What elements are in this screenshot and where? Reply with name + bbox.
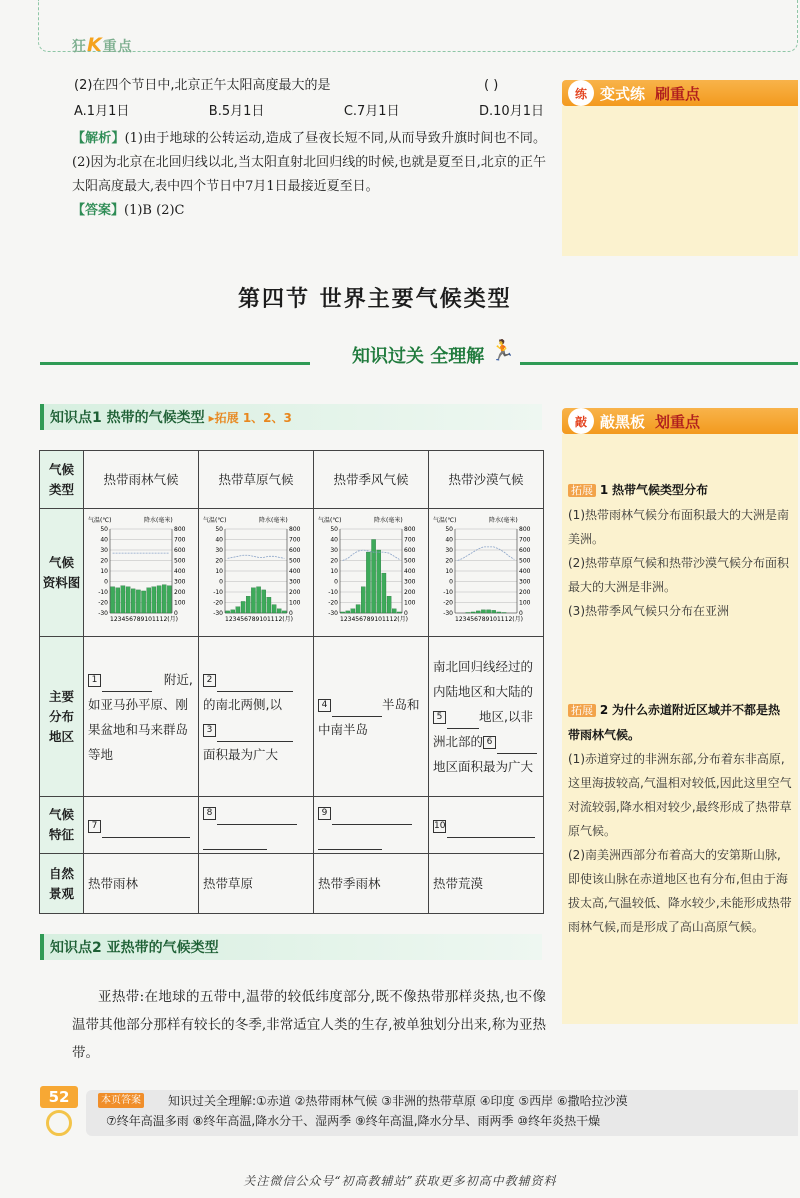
axis-label-left: 气温(℃) xyxy=(318,516,342,524)
tick-label-left: -20 xyxy=(328,599,338,606)
precip-bar xyxy=(241,601,245,613)
tick-label-right: 700 xyxy=(289,536,301,543)
page-decoration-icon xyxy=(46,1110,72,1136)
axis-label-left: 气温(℃) xyxy=(433,516,457,524)
tick-label-left: 50 xyxy=(215,525,223,533)
runner-icon: 🏃 xyxy=(490,338,515,362)
climate-chart-cell xyxy=(314,509,429,637)
precip-bar xyxy=(272,604,276,612)
precip-bar xyxy=(157,585,161,612)
landscape-rainforest: 热带雨林 xyxy=(84,854,199,914)
dist-savanna: 2 的南北两侧,以 3 面积最为广大 xyxy=(199,637,314,797)
tick-label-right: 700 xyxy=(174,536,186,543)
row-head-landscape: 自然 景观 xyxy=(40,854,84,914)
tick-label-right: 100 xyxy=(519,599,531,606)
feature-savanna: 8 xyxy=(199,797,314,854)
precip-bar xyxy=(236,606,240,612)
answer-line-1: 知识过关全理解:①赤道 ②热带雨林气候 ③非洲的热带草原 ④印度 ⑤西岸 ⑥撒哈拉沙漠 xyxy=(168,1094,628,1108)
tick-label-left: -20 xyxy=(98,599,108,606)
tick-label-left: 30 xyxy=(215,546,223,554)
precip-bar xyxy=(131,588,135,612)
question-stem: (2)在四个节日中,北京正午太阳高度最大的是 xyxy=(74,78,331,93)
tick-label-left: -10 xyxy=(213,588,223,596)
precip-bar xyxy=(377,550,381,613)
tick-label-right: 0 xyxy=(519,609,523,617)
extension-tag: 拓展 xyxy=(568,704,596,717)
tick-label-right: 500 xyxy=(404,557,416,564)
tick-label-left: 50 xyxy=(330,525,338,533)
knowledge-point-1: 知识点1 热带的气候类型 ▸拓展 1、2、3 xyxy=(40,404,542,430)
tick-label-left: 30 xyxy=(100,546,108,554)
answer-tag: 本页答案 xyxy=(98,1093,144,1108)
tick-label-left: -30 xyxy=(213,609,223,617)
tick-label-right: 100 xyxy=(174,599,186,606)
subtropics-paragraph: 亚热带:在地球的五带中,温带的较低纬度部分,既不像热带那样炎热,也不像温带其他部分那样有较长的冬季,非常适宜人类的生存,被单独划分出来,称为亚热带。 xyxy=(72,989,546,1061)
extension-2: 拓展 2 为什么赤道附近区域并不都是热带雨林气候。 (1)赤道穿过的非洲东部,分布着东非高原,这里海拔较高,气温相对较低,因此这里空气对流较弱,降水相对较少,最终形成了热带草原气候。 (2)南美洲西部分布着高大的安第斯山脉,即使该山脉在赤道地区也有分布,但由于海拔太高,气温较低、降水较少,未能形成热带雨林气候,而是形成了高山高原气候。 xyxy=(568,703,792,934)
precip-bar xyxy=(361,586,365,612)
tick-label-right: 600 xyxy=(404,546,416,554)
precip-bar xyxy=(382,573,386,613)
brand-logo: 狂K重点 xyxy=(72,34,133,56)
tick-label-right: 500 xyxy=(289,557,301,564)
temp-line xyxy=(343,550,400,561)
page-top-border xyxy=(38,0,798,52)
feature-rainforest: 7 xyxy=(84,797,199,854)
question-options xyxy=(74,100,544,119)
precip-bar xyxy=(351,608,355,612)
precip-bar xyxy=(366,552,370,613)
answer-bracket: ( ) xyxy=(484,78,499,93)
tick-label-right: 0 xyxy=(404,609,408,617)
option-d: D.10月1日 xyxy=(479,104,544,119)
tick-label-left: 10 xyxy=(215,567,223,575)
tick-label-right: 200 xyxy=(519,588,531,596)
knowledge-point-2: 知识点2 亚热带的气候类型 xyxy=(40,934,542,960)
type-savanna: 热带草原气候 xyxy=(199,451,314,509)
tick-label-right: 800 xyxy=(289,525,301,533)
precip-bar xyxy=(397,611,401,612)
tick-label-right: 800 xyxy=(519,525,531,533)
knowledge-band xyxy=(40,338,798,368)
tick-label-right: 600 xyxy=(289,546,301,554)
tick-label-left: -10 xyxy=(328,588,338,596)
climate-chart-desert xyxy=(433,513,539,633)
precip-bar xyxy=(147,587,151,612)
precip-bar xyxy=(476,610,480,612)
precip-bar xyxy=(226,610,230,612)
precip-bar xyxy=(267,597,271,613)
tick-label-left: -10 xyxy=(98,588,108,596)
precip-bar xyxy=(116,587,120,612)
option-b: B.5月1日 xyxy=(208,104,265,119)
precip-bar xyxy=(466,612,470,613)
tick-label-right: 800 xyxy=(404,525,416,533)
precip-bar xyxy=(471,611,475,612)
axis-label-right: 降水(毫米) xyxy=(259,516,288,524)
tick-label-right: 200 xyxy=(289,588,301,596)
precip-bar xyxy=(257,586,261,612)
axis-label-right: 降水(毫米) xyxy=(489,516,518,524)
row-head-type: 气候 类型 xyxy=(40,451,84,509)
extension-1: 拓展 1 热带气候类型分布 (1)热带雨林气候分布面积最大的大洲是南美洲。 (2)热带草原气候和热带沙漠气候分布面积最大的大洲是非洲。 (3)热带季风气候只分布在亚洲 xyxy=(568,483,789,618)
page-number: 52 xyxy=(40,1086,78,1108)
precip-bar xyxy=(121,585,125,612)
climate-chart-rainforest xyxy=(88,513,194,633)
tick-label-right: 0 xyxy=(174,609,178,617)
blackboard-icon: 敲 xyxy=(568,408,594,434)
precip-bar xyxy=(162,584,166,612)
sidebar-practice-header: 练 变式练 刷重点 xyxy=(562,80,798,106)
row-head-feature: 气候 特征 xyxy=(40,797,84,854)
month-axis-label: 123456789101112(月) xyxy=(340,615,408,623)
precip-bar xyxy=(136,589,140,612)
precip-bar xyxy=(277,608,281,612)
option-c: C.7月1日 xyxy=(343,104,400,119)
precip-bar xyxy=(497,611,501,612)
precip-bar xyxy=(152,586,156,612)
precip-bar xyxy=(246,596,250,613)
precip-bar xyxy=(282,610,286,612)
tick-label-left: -10 xyxy=(443,588,453,596)
tick-label-left: 30 xyxy=(445,546,453,554)
tick-label-left: -30 xyxy=(443,609,453,617)
tick-label-left: -20 xyxy=(213,599,223,606)
tick-label-left: 20 xyxy=(100,557,108,564)
tick-label-left: 20 xyxy=(445,557,453,564)
precip-bar xyxy=(492,610,496,613)
tick-label-right: 200 xyxy=(174,588,186,596)
tick-label-right: 800 xyxy=(174,525,186,533)
tick-label-left: 10 xyxy=(330,567,338,575)
tick-label-right: 600 xyxy=(174,546,186,554)
tick-label-left: 40 xyxy=(330,536,338,543)
practice-icon: 练 xyxy=(568,80,594,106)
tick-label-right: 0 xyxy=(289,609,293,617)
tick-label-right: 100 xyxy=(404,599,416,606)
tick-label-left: 0 xyxy=(449,578,453,585)
feature-monsoon: 9 xyxy=(314,797,429,854)
tick-label-left: -30 xyxy=(98,609,108,617)
tick-label-right: 300 xyxy=(404,578,416,585)
section-title: 第四节 世界主要气候类型 xyxy=(238,286,512,312)
tick-label-right: 100 xyxy=(289,599,301,606)
climate-chart-monsoon xyxy=(318,513,424,633)
dist-desert: 南北回归线经过的内陆地区和大陆的5 地区,以非洲北部的 6地区面积最为广大 xyxy=(429,637,544,797)
tick-label-left: 10 xyxy=(100,567,108,575)
tick-label-left: 40 xyxy=(215,536,223,543)
tick-label-left: 20 xyxy=(215,557,223,564)
tick-label-right: 400 xyxy=(404,567,416,575)
tick-label-right: 700 xyxy=(404,536,416,543)
dist-rainforest: 1 附近,如亚马孙平原、刚果盆地和马来群岛等地 xyxy=(84,637,199,797)
axis-label-right: 降水(毫米) xyxy=(374,516,403,524)
band-label: 知识过关 全理解 xyxy=(352,346,485,367)
precip-bar xyxy=(262,589,266,612)
climate-chart-cell xyxy=(84,509,199,637)
climate-chart-cell xyxy=(199,509,314,637)
row-head-chart: 气候 资料图 xyxy=(40,509,84,637)
axis-label-left: 气温(℃) xyxy=(88,516,112,524)
precip-bar xyxy=(346,610,350,612)
tick-label-right: 300 xyxy=(174,578,186,585)
tick-label-left: 40 xyxy=(445,536,453,543)
climate-table xyxy=(39,450,544,914)
axis-label-left: 气温(℃) xyxy=(203,516,227,524)
precip-bar xyxy=(487,609,491,612)
analysis-paragraph: 【解析】(1)由于地球的公转运动,造成了昼夜长短不同,从而导致升旗时间也不同。(2)因为北京在北回归线以北,当太阳直射北回归线的时候,也就是夏至日,北京的正午太阳高度最大,表中四个节日中7月1日最接近夏至日。 【答案】(1)B (2)C xyxy=(72,131,546,218)
month-axis-label: 123456789101112(月) xyxy=(455,615,523,623)
type-monsoon: 热带季风气候 xyxy=(314,451,429,509)
precip-bar xyxy=(231,609,235,612)
tick-label-right: 200 xyxy=(404,588,416,596)
landscape-savanna: 热带草原 xyxy=(199,854,314,914)
precip-bar xyxy=(502,612,506,613)
option-a: A.1月1日 xyxy=(74,104,130,119)
sidebar-practice-panel xyxy=(562,106,798,256)
tick-label-left: 20 xyxy=(330,557,338,564)
precip-bar xyxy=(111,586,115,612)
tick-label-left: 0 xyxy=(219,578,223,585)
landscape-monsoon: 热带季雨林 xyxy=(314,854,429,914)
type-desert: 热带沙漠气候 xyxy=(429,451,544,509)
tick-label-right: 500 xyxy=(519,557,531,564)
tick-label-left: 0 xyxy=(104,578,108,585)
feature-desert: 10 xyxy=(429,797,544,854)
precip-bar xyxy=(251,587,255,612)
temp-line xyxy=(228,555,285,558)
axis-label-right: 降水(毫米) xyxy=(144,516,173,524)
tick-label-left: 0 xyxy=(334,578,338,585)
bottom-watermark: 关注微信公众号“初高教辅站”获取更多初高中教辅资料 xyxy=(243,1174,557,1188)
precip-bar xyxy=(126,586,130,612)
precip-bar xyxy=(142,590,146,612)
tick-label-left: 40 xyxy=(100,536,108,543)
precip-bar xyxy=(167,585,171,612)
dist-monsoon: 4 半岛和中南半岛 xyxy=(314,637,429,797)
precip-bar xyxy=(392,608,396,612)
precip-bar xyxy=(481,609,485,612)
tick-label-right: 500 xyxy=(174,557,186,564)
row-head-dist: 主要 分布 地区 xyxy=(40,637,84,797)
landscape-desert: 热带荒漠 xyxy=(429,854,544,914)
precip-bar xyxy=(356,604,360,612)
type-rainforest: 热带雨林气候 xyxy=(84,451,199,509)
month-axis-label: 123456789101112(月) xyxy=(225,615,293,623)
tick-label-right: 300 xyxy=(519,578,531,585)
month-axis-label: 123456789101112(月) xyxy=(110,615,178,623)
climate-chart-savanna xyxy=(203,513,309,633)
precip-bar xyxy=(387,596,391,613)
answer-line-2: ⑦终年高温多雨 ⑧终年高温,降水分干、湿两季 ⑨终年高温,降水分旱、雨两季 ⑩终年炎热干燥 xyxy=(106,1114,601,1128)
tick-label-right: 400 xyxy=(174,567,186,575)
tick-label-right: 700 xyxy=(519,536,531,543)
tick-label-left: 50 xyxy=(445,525,453,533)
tick-label-right: 600 xyxy=(519,546,531,554)
precip-bar xyxy=(372,539,376,613)
tick-label-left: 50 xyxy=(100,525,108,533)
extension-tag: 拓展 xyxy=(568,484,596,497)
temp-line xyxy=(458,546,515,560)
tick-label-right: 400 xyxy=(519,567,531,575)
tick-label-left: 30 xyxy=(330,546,338,554)
tick-label-left: 10 xyxy=(445,567,453,575)
tick-label-right: 400 xyxy=(289,567,301,575)
climate-chart-cell xyxy=(429,509,544,637)
sidebar-blackboard-header: 敲 敲黑板 划重点 xyxy=(562,408,798,434)
precip-bar xyxy=(341,611,345,612)
tick-label-left: -30 xyxy=(328,609,338,617)
tick-label-left: -20 xyxy=(443,599,453,606)
tick-label-right: 300 xyxy=(289,578,301,585)
